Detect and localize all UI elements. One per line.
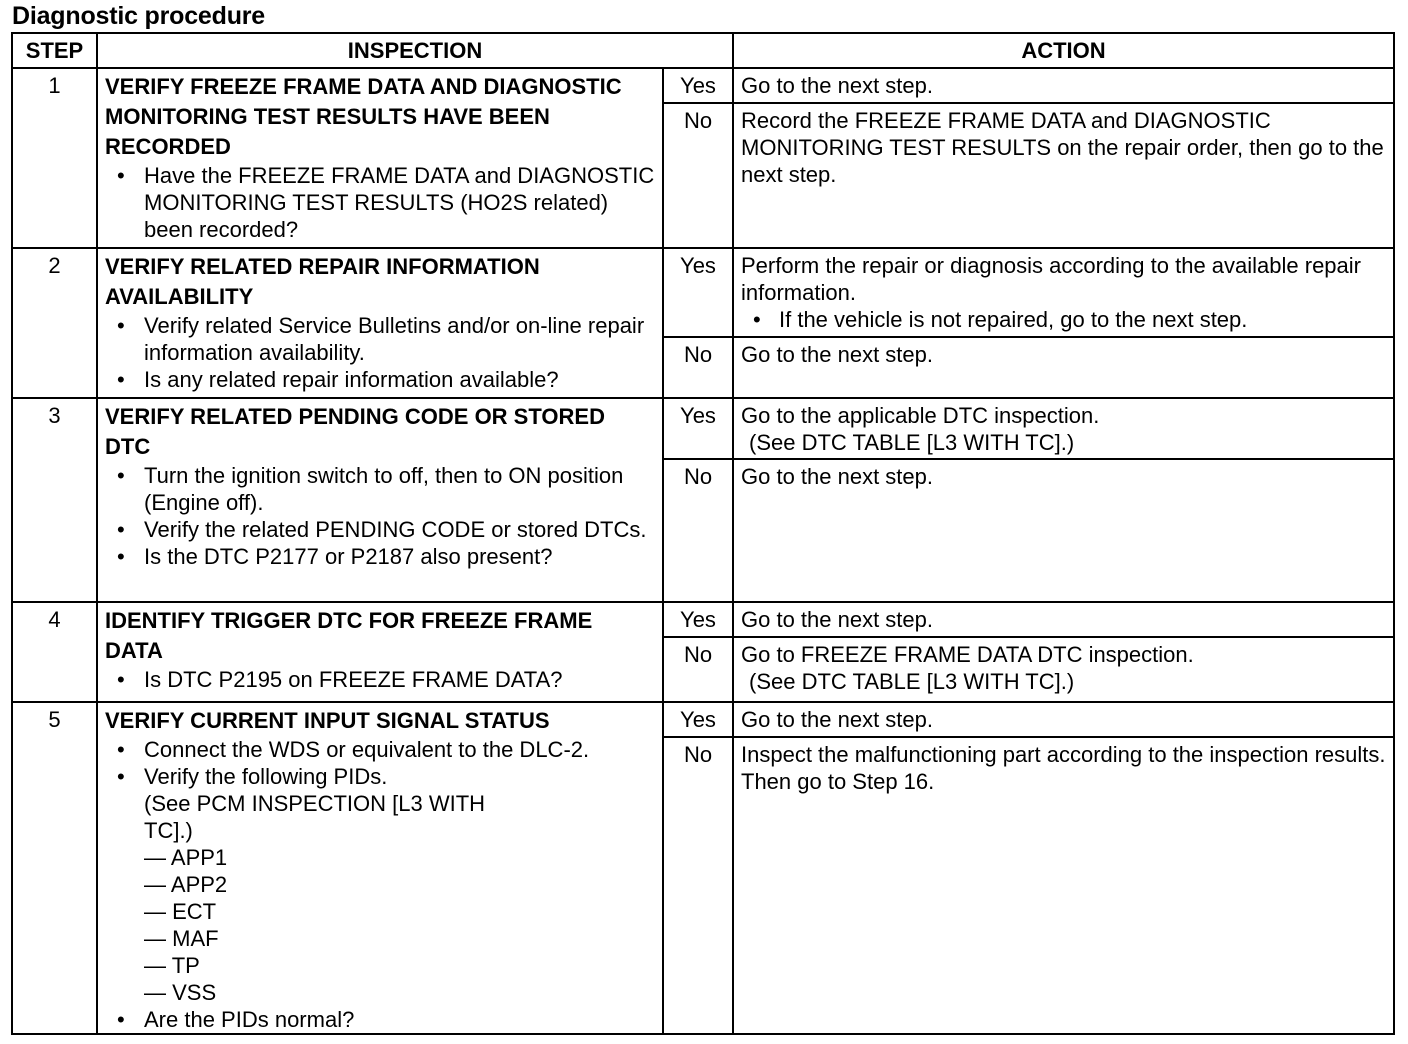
action-text: Go to the next step. xyxy=(741,73,934,98)
no-label: No xyxy=(663,459,733,602)
header-action: ACTION xyxy=(733,33,1394,68)
yes-action xyxy=(733,602,1394,637)
no-action xyxy=(733,459,1394,602)
no-label: No xyxy=(663,337,733,398)
no-label: No xyxy=(663,637,733,702)
list-item: • Have the FREEZE FRAME DATA and DIAGNOSTIC MONITORING TEST RESULTS (HO2S related) been recorded? xyxy=(105,162,656,243)
yes-label: Yes xyxy=(663,602,733,637)
no-action xyxy=(733,637,1394,702)
header-step: STEP xyxy=(12,33,97,68)
table-row xyxy=(12,68,1394,103)
yes-action xyxy=(733,68,1394,103)
action-text: Perform the repair or diagnosis according to the available repair information. xyxy=(741,253,1361,305)
yes-action xyxy=(733,702,1394,737)
pid-item: — APP2 xyxy=(144,872,228,897)
inspection-list xyxy=(105,462,656,570)
step-number: 1 xyxy=(12,68,97,248)
inspection-list xyxy=(105,666,656,693)
step-number: 4 xyxy=(12,602,97,702)
action-text: Go to the next step. xyxy=(741,607,934,632)
table-row xyxy=(12,248,1394,337)
yes-label: Yes xyxy=(663,702,733,737)
list-item: • Is DTC P2195 on FREEZE FRAME DATA? xyxy=(105,666,656,693)
pid-item: — ECT xyxy=(144,899,217,924)
table-row xyxy=(12,602,1394,637)
diagnostic-procedure-table xyxy=(11,32,1395,1035)
pid-item: — APP1 xyxy=(144,845,228,870)
pid-item: — MAF xyxy=(144,926,219,951)
yes-label: Yes xyxy=(663,398,733,459)
pid-item: — TP xyxy=(144,953,200,978)
list-item: • Verify related Service Bulletins and/or on-line repair information availability. xyxy=(105,312,656,366)
inspection-heading: VERIFY RELATED REPAIR INFORMATION AVAILABILITY xyxy=(105,254,540,309)
list-item: • Are the PIDs normal? xyxy=(105,1006,656,1033)
inspection-list xyxy=(105,162,656,243)
inspection-heading: IDENTIFY TRIGGER DTC FOR FREEZE FRAME DATA xyxy=(105,608,593,663)
list-item: • Is any related repair information available? xyxy=(105,366,656,393)
inspection-cell xyxy=(97,398,663,602)
action-bullet: • If the vehicle is not repaired, go to the next step. xyxy=(741,306,1387,333)
yes-action xyxy=(733,398,1394,459)
inspection-list xyxy=(105,736,656,1033)
pcm-inspection-reference: (See PCM INSPECTION [L3 WITH TC].) xyxy=(144,791,486,843)
inspection-cell xyxy=(97,248,663,398)
yes-label: Yes xyxy=(663,68,733,103)
yes-label: Yes xyxy=(663,248,733,337)
action-text: Inspect the malfunctioning part according to the inspection results. xyxy=(741,742,1386,767)
list-item: • Verify the related PENDING CODE or stored DTCs. xyxy=(105,516,656,543)
inspection-cell xyxy=(97,602,663,702)
step-number: 3 xyxy=(12,398,97,602)
action-text: Go to the next step. xyxy=(741,707,934,732)
no-label: No xyxy=(663,103,733,248)
header-inspection: INSPECTION xyxy=(97,33,733,68)
inspection-heading: VERIFY CURRENT INPUT SIGNAL STATUS xyxy=(105,708,550,733)
list-item: • Turn the ignition switch to off, then to ON position (Engine off). xyxy=(105,462,656,516)
no-action xyxy=(733,737,1394,1034)
list-item: • Connect the WDS or equivalent to the DLC-2. xyxy=(105,736,656,763)
no-label: No xyxy=(663,737,733,1034)
page-title: Diagnostic procedure xyxy=(12,2,265,30)
action-text: Go to the next step. xyxy=(741,464,934,489)
action-text: Record the FREEZE FRAME DATA and DIAGNOSTIC MONITORING TEST RESULTS on the repair order, then go to the next step. xyxy=(741,108,1384,187)
action-reference: (See DTC TABLE [L3 WITH TC].) xyxy=(749,669,1075,694)
inspection-heading: VERIFY FREEZE FRAME DATA AND DIAGNOSTIC MONITORING TEST RESULTS HAVE BEEN RECORDED xyxy=(105,74,622,159)
step-number: 5 xyxy=(12,702,97,1034)
no-action xyxy=(733,337,1394,398)
table-row xyxy=(12,398,1394,459)
inspection-cell xyxy=(97,68,663,248)
action-text: Go to the next step. xyxy=(741,342,934,367)
no-action xyxy=(733,103,1394,248)
list-item: • Verify the following PIDs. xyxy=(105,763,656,790)
action-text: Go to the applicable DTC inspection. xyxy=(741,403,1100,428)
list-item: • Is the DTC P2177 or P2187 also present? xyxy=(105,543,656,570)
step-number: 2 xyxy=(12,248,97,398)
action-text: Go to FREEZE FRAME DATA DTC inspection. xyxy=(741,642,1194,667)
action-text-next: Then go to Step 16. xyxy=(741,769,935,794)
pid-item: — VSS xyxy=(144,980,217,1005)
inspection-list xyxy=(105,312,656,393)
table-row xyxy=(12,702,1394,737)
header-row xyxy=(12,33,1394,68)
inspection-cell xyxy=(97,702,663,1034)
yes-action xyxy=(733,248,1394,337)
inspection-heading: VERIFY RELATED PENDING CODE OR STORED DTC xyxy=(105,404,605,459)
action-reference: (See DTC TABLE [L3 WITH TC].) xyxy=(749,430,1075,455)
